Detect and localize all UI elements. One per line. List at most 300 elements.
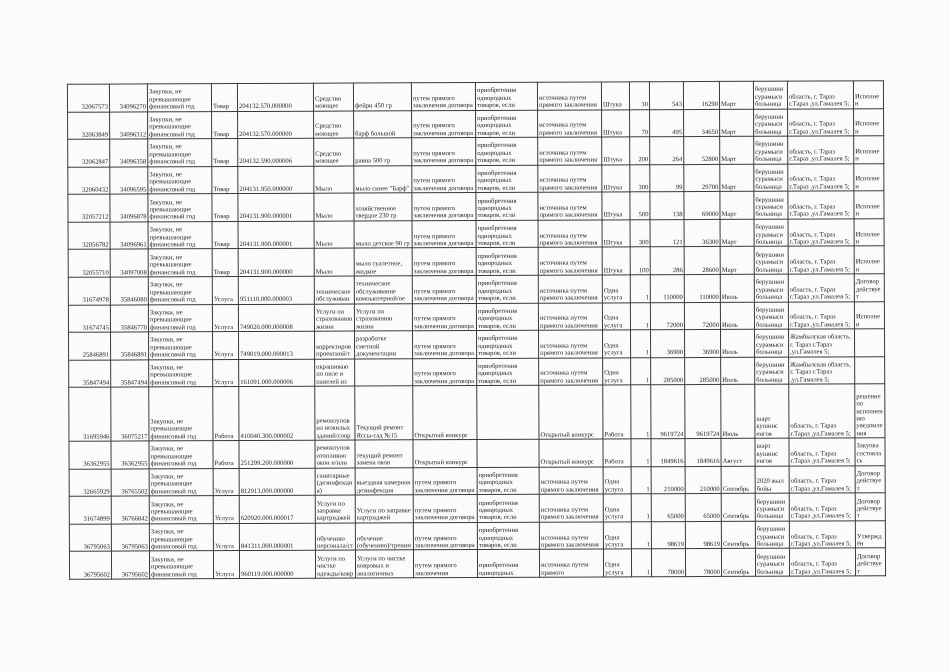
cell-month: Март	[720, 164, 754, 192]
cell-grounds	[477, 385, 539, 439]
cell-price: 543	[649, 82, 683, 110]
cell-quantity: 1	[631, 439, 651, 467]
cell-code: 36362955	[111, 441, 149, 469]
cell-method: Открытый конкурс	[413, 386, 477, 440]
cell-name: Средство моющее	[313, 83, 353, 111]
cell-quantity: 30	[629, 82, 649, 110]
table-row	[68, 136, 884, 167]
cell-price: 495	[650, 109, 684, 137]
cell-method: путем прямого заключения договора	[412, 138, 476, 166]
cell-unit: Штука	[602, 165, 630, 193]
cell-type: Услуга	[212, 304, 238, 332]
cell-customer: берушинн сурамыси больница	[754, 247, 788, 275]
cell-price: 286	[650, 247, 684, 275]
cell-customer: берушинн сурамыси больница	[754, 219, 788, 247]
cell-id: 25846891	[69, 332, 111, 360]
cell-type: Работа	[213, 441, 239, 469]
cell-source: источника путем прямого заключения	[538, 192, 602, 220]
cell-description: Закупки, не превышающие финансовый год	[148, 166, 212, 194]
table-row	[69, 521, 885, 552]
cell-sum: 72000	[684, 302, 720, 330]
cell-grounds: приобретения однородных товаров, если	[476, 192, 538, 220]
cell-address: Жамбылская область, г. Тараз г.Тараз ,ул.Гамалея 5;	[789, 356, 855, 384]
cell-source: источника путем прямого заключения	[539, 494, 603, 522]
cell-name: Услуги по чистке одежды/ковр	[315, 550, 355, 578]
cell-month: Июль	[720, 302, 754, 330]
cell-name: техническое обслуживан	[314, 276, 354, 304]
cell-id: 31674899	[69, 496, 111, 524]
cell-code: 35846080	[110, 277, 148, 305]
cell-quantity: 1	[631, 357, 651, 385]
cell-month: Сентябрь	[721, 521, 755, 549]
cell-unit: Одна услуга	[603, 357, 631, 385]
cell-source: источника путем прямого заключения	[537, 82, 601, 110]
cell-month: Сентябрь	[721, 494, 755, 522]
cell-quantity: 1	[631, 385, 651, 439]
cell-grounds: приобретения однородных товаров, если	[476, 137, 538, 165]
cell-unit: Одна услуга	[603, 330, 631, 358]
cell-customer: берушинн сурамыси больница	[755, 521, 789, 549]
cell-type: Услуга	[213, 551, 239, 579]
cell-month: Июль	[721, 329, 755, 357]
cell-price: 78000	[651, 549, 685, 577]
cell-unit: Работа	[603, 385, 631, 439]
table-row	[68, 219, 884, 250]
cell-specification: обучение (обучению)/тренин	[355, 523, 413, 551]
cell-method: путем прямого заключения договора	[412, 248, 476, 276]
cell-source: источника путем прямого заключения	[538, 137, 602, 165]
cell-quantity: 1	[631, 522, 651, 550]
cell-quantity: 1	[631, 549, 651, 577]
cell-status: Закупка состоялась	[855, 438, 885, 466]
cell-quantity: 1	[631, 466, 651, 494]
cell-type: Товар	[212, 221, 238, 249]
cell-sum: 110000	[684, 274, 720, 302]
cell-month: Сентябрь	[721, 466, 755, 494]
cell-month: Июль	[721, 357, 755, 385]
cell-sum: 210000	[685, 466, 721, 494]
cell-price: 98619	[651, 521, 685, 549]
cell-customer: 2020 жыл бойы	[755, 466, 789, 494]
cell-ktru-code: 204131.900.000000	[238, 249, 314, 277]
cell-address: область, г. Тараз г.Тараз ,ул.Гамалея 5;	[788, 164, 854, 192]
cell-quantity: 1	[630, 302, 650, 330]
cell-code: 35846891	[111, 332, 149, 360]
cell-code: 36795602	[111, 551, 149, 579]
cell-month: Март	[720, 247, 754, 275]
cell-address: область, г. Тараз г.Тараз ,ул.Гамалея 5;	[788, 136, 854, 164]
cell-unit: Одна услуга	[603, 467, 631, 495]
cell-method: путем прямого заключения договора	[412, 275, 476, 303]
cell-sum: 36300	[684, 219, 720, 247]
cell-description: Закупки, не превышающие финансовый год	[149, 441, 213, 469]
cell-unit: Штука	[601, 82, 629, 110]
cell-code: 34097008	[110, 249, 148, 277]
cell-quantity: 1	[630, 275, 650, 303]
cell-ktru-code: 161091.000.000006	[239, 359, 315, 387]
table-row	[69, 356, 885, 387]
table-body	[67, 81, 885, 580]
cell-price: 1849616	[651, 439, 685, 467]
cell-name: Средство моющее	[314, 111, 354, 139]
table-row	[68, 191, 884, 222]
cell-ktru-code: 960119.000.000000	[239, 551, 315, 579]
cell-customer: берушинн сурамыси больница	[754, 109, 788, 137]
cell-price: 99	[650, 164, 684, 192]
table-row	[69, 548, 885, 579]
cell-customer: берушинн сурамыси больница	[753, 81, 787, 109]
cell-type: Работа	[213, 387, 239, 441]
cell-unit: Штука	[602, 137, 630, 165]
cell-status: Договор действует	[854, 274, 884, 302]
cell-sum: 16290	[683, 81, 719, 109]
cell-ktru-code: 204132.590.000006	[238, 138, 314, 166]
cell-name: Мыло	[314, 248, 354, 276]
cell-method: путем прямого заключения договора	[411, 83, 475, 111]
cell-price: 9619724	[651, 385, 685, 439]
procurement-table	[67, 80, 886, 580]
cell-name: Мыло	[314, 221, 354, 249]
cell-address: область, г. Тараз г.Тараз ,ул.Гамалея 5;	[788, 108, 854, 136]
cell-price: 121	[650, 219, 684, 247]
cell-specification: равна 500 гр	[354, 138, 412, 166]
cell-id: 31674745	[68, 305, 110, 333]
cell-unit: Штука	[602, 109, 630, 137]
cell-status: Договор действует	[855, 493, 885, 521]
cell-status	[855, 356, 885, 384]
cell-status: Исполнен	[854, 301, 884, 329]
cell-sum: 34650	[684, 109, 720, 137]
cell-specification: Услуги по заправке картриджей	[355, 495, 413, 523]
cell-unit: Штука	[602, 220, 630, 248]
cell-type: Услуга	[213, 332, 239, 360]
cell-id: 36362955	[69, 441, 111, 469]
cell-grounds: приобретения однородных товаров, если	[477, 522, 539, 550]
cell-customer: берушинн сурамыси больница	[754, 164, 788, 192]
cell-source: Открытый конкурс	[539, 385, 603, 439]
cell-grounds: приобретения однородных товаров, если	[477, 467, 539, 495]
cell-description: Закупки, не превышающие финансовый год	[149, 387, 213, 441]
cell-source: Открытый конкурс	[539, 439, 603, 467]
cell-specification: техническое обслуживание компьютерной/ое	[354, 276, 412, 304]
cell-code: 34096358	[110, 139, 148, 167]
cell-name: Мыло	[314, 166, 354, 194]
cell-customer: берушинн сурамыси больница	[755, 493, 789, 521]
cell-code: 36766842	[111, 496, 149, 524]
cell-month: Март	[720, 192, 754, 220]
cell-customer: берушинн сурамыси больница	[755, 357, 789, 385]
cell-sum: 78000	[685, 549, 721, 577]
cell-quantity: 70	[630, 109, 650, 137]
cell-description: Закупки, не превышающие финансовый год	[147, 84, 211, 112]
cell-unit: Одна услуга	[603, 494, 631, 522]
cell-specification: Услуги по чистке ковровых и аналогичных	[355, 550, 413, 578]
cell-address: область, г. Тараз г.Тараз ,ул.Гамалея 5;	[788, 301, 854, 329]
cell-unit: Одна услуга	[602, 302, 630, 330]
cell-ktru-code: 204131.900.000001	[238, 193, 314, 221]
cell-customer: берушинн сурамыси больница	[754, 329, 788, 357]
cell-description: Закупки, не превышающие финансовый год	[149, 496, 213, 524]
cell-price: 210000	[651, 466, 685, 494]
cell-grounds: приобретения однородных товаров, если	[475, 82, 537, 110]
cell-grounds: приобретения однородных товаров, если	[476, 303, 538, 331]
cell-code: 34096595	[110, 167, 148, 195]
cell-ktru-code: 951110.000.000003	[238, 276, 314, 304]
cell-sum: 28600	[684, 247, 720, 275]
cell-type: Товар	[212, 194, 238, 222]
cell-ktru-code: 204132.570.000000	[237, 83, 313, 111]
cell-unit: Одна услуга	[603, 522, 631, 550]
cell-address: область, г. Тараз г.Тараз ,ул.Гамалея 5;	[789, 548, 855, 576]
cell-name: Услуги по заправке картриджей	[315, 495, 355, 523]
cell-description: Закупки, не превышающие финансовый год	[149, 523, 213, 551]
cell-address: область, г. Тараз г.Тараз ,ул.Гамалея 5;	[788, 219, 854, 247]
cell-ktru-code: 251299.200.000000	[239, 440, 315, 468]
cell-ktru-code: 749019.000.000013	[239, 331, 315, 359]
cell-code: 36795063	[111, 524, 149, 552]
cell-source: источника путем прямого заключения	[538, 247, 602, 275]
cell-id: 32665929	[69, 469, 111, 497]
cell-name: окрашиваю по пиле и панелей из	[315, 359, 355, 387]
cell-status: решение по исполнению уведомления	[855, 384, 885, 438]
table-row	[69, 465, 885, 496]
cell-type: Товар	[212, 249, 238, 277]
cell-specification: разработке сметной документации	[355, 331, 413, 359]
table-row	[68, 301, 884, 332]
cell-price: 65000	[651, 494, 685, 522]
cell-id: 31695946	[69, 387, 111, 441]
cell-status: Исполнен	[854, 108, 884, 136]
cell-sum: 285000	[685, 357, 721, 385]
cell-customer: берушинн сурамыси больница	[754, 274, 788, 302]
table-row	[67, 81, 883, 112]
cell-sum: 36900	[685, 329, 721, 357]
cell-address: область, г. Тараз г.Тараз ,ул.Гамалея 5;	[788, 191, 854, 219]
cell-method: путем прямого заключения	[413, 550, 477, 578]
cell-month: Март	[719, 81, 753, 109]
cell-type: Услуга	[213, 468, 239, 496]
cell-type: Товар	[212, 139, 238, 167]
cell-sum: 98619	[685, 521, 721, 549]
cell-description: Закупки, не превышающие финансовый год	[148, 249, 212, 277]
cell-status	[854, 329, 884, 357]
cell-description: Закупки, не превышающие финансовый год	[149, 551, 213, 579]
cell-ktru-code: 841311.000.000001	[239, 523, 315, 551]
cell-status: Утверждён	[855, 521, 885, 549]
cell-code: 34096312	[110, 111, 148, 139]
cell-ktru-code: 204131.900.000001	[238, 221, 314, 249]
cell-unit: Штука	[602, 192, 630, 220]
cell-status: Исполнен	[854, 246, 884, 274]
cell-specification: мыло туалетное, жидкое	[354, 248, 412, 276]
cell-source: источника путем прямого	[539, 549, 603, 577]
cell-address: область, г. Тараз г.Тараз ,ул.Гамалея 5;	[789, 466, 855, 494]
cell-ktru-code: 620920.000.000017	[239, 495, 315, 523]
cell-sum: 52800	[684, 137, 720, 165]
cell-name: Услуги по страхованию жизни	[314, 304, 354, 332]
cell-type: Товар	[211, 84, 237, 112]
cell-description: Закупки, не превышающие финансовый год	[149, 468, 213, 496]
cell-month: Июль	[721, 384, 755, 438]
cell-grounds: приобретения однородных товаров, если	[477, 358, 539, 386]
cell-grounds: приобретения однородных товаров, если	[476, 165, 538, 193]
cell-description: Закупки, не превышающие финансовый год	[148, 194, 212, 222]
cell-price: 72000	[650, 302, 684, 330]
cell-price: 138	[650, 192, 684, 220]
cell-code: 35846770	[110, 304, 148, 332]
cell-sum: 29700	[684, 164, 720, 192]
cell-source: источника путем прямого заключения	[539, 330, 603, 358]
cell-specification: барф большой	[354, 110, 412, 138]
cell-method: путем прямого заключения договора	[413, 495, 477, 523]
cell-customer: шарт кушинс енгов	[755, 384, 789, 438]
cell-id: 36795602	[69, 551, 111, 579]
cell-ktru-code: 749020.000.000008	[238, 304, 314, 332]
cell-description: Закупки, не превышающие финансовый год	[148, 221, 212, 249]
cell-price: 285000	[651, 357, 685, 385]
table-row	[69, 329, 885, 360]
cell-status: Исполнен	[854, 136, 884, 164]
cell-customer: берушинн сурамыси больница	[755, 549, 789, 577]
cell-code: 35847494	[111, 360, 149, 388]
cell-id: 36795063	[69, 524, 111, 552]
cell-grounds: приобретения однородных товаров, если	[477, 494, 539, 522]
cell-status: Исполнен	[853, 81, 883, 109]
cell-id: 32067573	[67, 84, 109, 112]
cell-method: путем прямого заключения договора	[412, 165, 476, 193]
cell-id: 32056782	[68, 222, 110, 250]
cell-type: Товар	[212, 166, 238, 194]
cell-address: область, г. Тараз г.Тараз ,ул.Гамалея 5;	[789, 493, 855, 521]
cell-specification: текущий ремонт замена окон	[355, 440, 413, 468]
cell-method: путем прямого заключения договора	[412, 303, 476, 331]
cell-status: Исполнен	[854, 219, 884, 247]
cell-ktru-code: 410040.300.000002	[239, 386, 315, 440]
cell-specification: выездная камерная дезинфекция	[355, 467, 413, 495]
cell-address: область, г. Тараз г.Тараз ,ул.Гамалея 5;	[789, 438, 855, 466]
cell-method: путем прямого заключения договора	[413, 358, 477, 386]
cell-source: источника путем прямого заключения	[538, 165, 602, 193]
cell-method: путем прямого заключения договора	[413, 331, 477, 359]
cell-quantity: 500	[630, 192, 650, 220]
table-row	[68, 246, 884, 277]
cell-grounds: приобретения однородных товаров, если	[476, 220, 538, 248]
cell-month: Март	[720, 136, 754, 164]
cell-grounds: приобретения однородных товаров, если	[476, 275, 538, 303]
cell-method: путем прямого заключения договора	[412, 110, 476, 138]
cell-price: 110000	[650, 275, 684, 303]
cell-type: Услуга	[212, 276, 238, 304]
cell-customer: берушинн сурамыси больница	[754, 191, 788, 219]
cell-code: 36075217	[111, 387, 149, 441]
cell-month: Июль	[720, 274, 754, 302]
table-row	[69, 384, 885, 441]
cell-sum: 65000	[685, 494, 721, 522]
cell-address: Жамбылская область, г. Тараз г.Тараз ,ул.Гамалея 5;	[788, 329, 854, 357]
cell-quantity: 300	[630, 164, 650, 192]
cell-sum: 9619724	[685, 385, 721, 439]
cell-quantity: 1	[631, 330, 651, 358]
cell-status: Договор действует	[855, 465, 885, 493]
cell-address: область, г. Тараз г.Тараз ,ул.Гамалея 5;	[789, 521, 855, 549]
cell-address: область, г. Тараз г.Тараз ,ул.Гамалея 5;	[788, 246, 854, 274]
cell-description: Закупки, не превышающие финансовый год	[149, 332, 213, 360]
cell-source: источника путем прямого заключения	[538, 302, 602, 330]
cell-status: Исполнен	[854, 163, 884, 191]
cell-description: Закупки, не превышающие финансовый год	[148, 139, 212, 167]
cell-type: Услуга	[213, 359, 239, 387]
cell-sum: 1849616	[685, 439, 721, 467]
cell-type: Товар	[212, 111, 238, 139]
cell-address: область, г. Тараз г.Тараз ,ул.Гамалея 5;	[789, 384, 855, 438]
cell-ktru-code: 812913.000.000000	[239, 468, 315, 496]
cell-month: Август	[721, 438, 755, 466]
cell-quantity: 100	[630, 247, 650, 275]
cell-type: Услуга	[213, 496, 239, 524]
cell-specification: фейри 450 гр	[353, 83, 411, 111]
cell-source: источника путем прямого заключения	[538, 275, 602, 303]
cell-id: 32063849	[68, 112, 110, 140]
cell-unit: Работа	[603, 439, 631, 467]
cell-customer: шарт кушинс енгов	[755, 438, 789, 466]
cell-specification: мыло синее "Барф"	[354, 165, 412, 193]
cell-grounds: приобретения однородных товаров, если	[476, 248, 538, 276]
cell-name: ремонтупов на нежилых зданий/соор	[315, 386, 355, 440]
cell-name: корректиров проектной/т	[315, 331, 355, 359]
cell-id: 32062847	[68, 139, 110, 167]
cell-code: 34096961	[110, 222, 148, 250]
cell-ktru-code: 204131.950.000000	[238, 166, 314, 194]
cell-name: Мыло	[314, 193, 354, 221]
cell-id: 35847494	[69, 360, 111, 388]
table-row	[68, 274, 884, 305]
cell-unit: Одна услуга	[602, 275, 630, 303]
cell-source: источника путем прямого заключения	[539, 467, 603, 495]
cell-source: источника путем прямого заключения	[539, 522, 603, 550]
cell-specification	[355, 358, 413, 386]
cell-quantity: 200	[630, 137, 650, 165]
cell-id: 31674978	[68, 277, 110, 305]
cell-grounds: приобретения однородных	[477, 550, 539, 578]
cell-method: путем прямого заключения договора	[412, 193, 476, 221]
cell-month: Март	[720, 219, 754, 247]
cell-description: Закупки, не превышающие финансовый год	[149, 359, 213, 387]
cell-id: 32060432	[68, 167, 110, 195]
cell-ktru-code: 204132.570.000000	[238, 111, 314, 139]
cell-grounds: приобретения однородных товаров, если	[476, 110, 538, 138]
table-row	[69, 493, 885, 524]
cell-status: Договор действует	[855, 548, 885, 576]
cell-method: путем прямого заключения договора	[413, 467, 477, 495]
cell-unit: Штука	[602, 247, 630, 275]
cell-customer: берушинн сурамыси больница	[754, 302, 788, 330]
cell-description: Закупки, не превышающие финансовый год	[148, 111, 212, 139]
cell-address: область, г. Тараз г.Тараз ,ул.Гамалея 5;	[788, 274, 854, 302]
cell-specification: Текущий ремонт Яссы-сад №15	[355, 386, 413, 440]
cell-specification: мыло детское 90 гр	[354, 221, 412, 249]
cell-month: Март	[720, 109, 754, 137]
table-row	[68, 163, 884, 194]
cell-name: санитарные (дезинфекция)	[315, 468, 355, 496]
cell-code: 34096270	[109, 84, 147, 112]
cell-id: 32055710	[68, 249, 110, 277]
cell-address: область, г. Тараз г.Тараз ,ул.Гамалея 5;	[787, 81, 853, 109]
cell-customer: берушинн сурамыси больница	[754, 136, 788, 164]
cell-method: путем прямого заключения договора	[412, 220, 476, 248]
cell-grounds	[477, 439, 539, 467]
cell-status: Исполнен	[854, 191, 884, 219]
cell-source: источника путем прямого заключения	[538, 110, 602, 138]
